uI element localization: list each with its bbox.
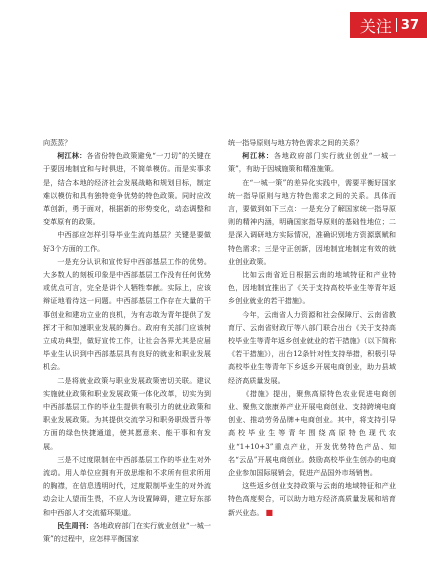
paragraph: 一是充分认识和宣传好中西部基层工作的优势。大多数人的刻板印象是中西部基层工作没有任何优势或优点可言，完全是讲个人牺牲奉献。实际上，应该辩证地看待这一问题。中西部基层工作存在大量的干事创业和建功立业的良机，为有志敢为青年提供了发挥才干和加速职业发展的舞台。政府有关部门应该树立成功典型，做好宣传工作，让社会各界尤其是应届毕业生认识到中西部基层具有良好的就业和职业发展机会。 — [43, 256, 211, 372]
paragraph — [43, 519, 211, 545]
header-divider — [396, 18, 397, 32]
section-header-tab — [350, 12, 427, 38]
paragraph: 比如云南省近日根据云南的地域特征和产业特色，因地制宜推出了《关于支持高校毕业生等青年返乡创业就业的若干措施》。 — [228, 270, 396, 306]
speaker-label: 柯江林： — [57, 151, 87, 161]
left-column — [43, 136, 211, 545]
end-mark-icon: ■ — [265, 506, 274, 517]
paragraph-text: 各地政府部门在实行就业创业“一城一策”的过程中，应怎样平衡国家 — [43, 520, 211, 544]
paragraph-text: 这些返乡创业支持政策与云南的地域特征和产业特色高度契合，可以助力地方经济高质量发展和培育新兴业态。 — [228, 481, 396, 517]
paragraph — [228, 149, 396, 175]
speaker-label: 柯江林： — [242, 151, 274, 161]
paragraph: 三是不过度限制在中西部基层工作的毕业生对外流动。用人单位应拥有开放思维和不求所有但求所用的胸襟，在信息透明时代，过度限制毕业生的对外流动会让人望而生畏，不应人为设置障碍，建立好东部和中西部人才交流循环渠道。 — [43, 454, 211, 517]
paragraph: 中西部应怎样引导毕业生流向基层？关键是要做好3个方面的工作。 — [43, 230, 211, 253]
paragraph: 统一指导原则与地方特色需求之间的关系？ — [228, 138, 363, 147]
section-label: 关注 — [359, 16, 392, 36]
paragraph: 《措施》提出，聚焦高原特色农业促进电商创业、聚焦文旅康养产业开展电商创业、支持跨境电商创业、推动劳务品牌+电商创业。其中，将支持引导高校毕业生等青年围绕高原特色现代农业“1+10+3”重点产业，开发优势特色产品、知名“云品”开展电商创业。鼓励高校毕业生创办的电商企业参加国际展销会，促进产品国外市场销售。 — [228, 388, 396, 478]
paragraph — [228, 479, 396, 519]
paragraph: 二是将就业政策与职业发展政策密切关联。建议实施就业政策和职业发展政策一体化改革，切实为到中西部基层工作的毕业生提供有吸引力的就业政策和职业发展政策。为其提供交流学习和职务职级晋升等方面的绿色快捷通道，使其愿意来、能干事和有发展。 — [43, 375, 211, 451]
paragraph: 在“一城一策”的差异化实践中，需要平衡好国家统一指导原则与地方特色需求之间的关系。具体而言，要做到如下三点：一是充分了解国家统一指导原则的精神内涵，明确国家指导原则的基础性地位；二是深入调研地方实际情况，准确识别地方资源禀赋和特色需求；三是守正创新，因地制宜地制定有效的就业创业政策。 — [228, 177, 396, 266]
page-number: 37 — [400, 17, 419, 33]
right-column — [228, 136, 396, 519]
paragraph: 今年，云南省人力资源和社会保障厅、云南省教育厅、云南省财政厅等八部门联合出台《关于支持高校毕业生等青年返乡创业就业的若干措施》（以下简称《若干措施》），出台12条针对性支持举措，积极引导高校毕业生等青年下乡返乡开展电商创业，助力县域经济高质量发展。 — [228, 309, 396, 385]
paragraph-text: 各地政府部门实行就业创业“一城一策”，有助于因城施策和精准施策。 — [228, 151, 396, 174]
paragraph: 向蒸蒸？ — [43, 138, 72, 147]
speaker-label: 民生周刊： — [57, 520, 93, 530]
paragraph-text: 各省份特色政策避免“一刀切”的关键在于要因地制宜和与时俱进，不简单模仿。而是实事求是，结合本地的经济社会发展战略和规划目标，制定难以模仿和具有独特竞争优势的特色政策。同时应改革创新，勇于面对，根据新的形势变化，动态调整和变革原有的政策。 — [43, 151, 211, 227]
paragraph — [43, 149, 211, 228]
